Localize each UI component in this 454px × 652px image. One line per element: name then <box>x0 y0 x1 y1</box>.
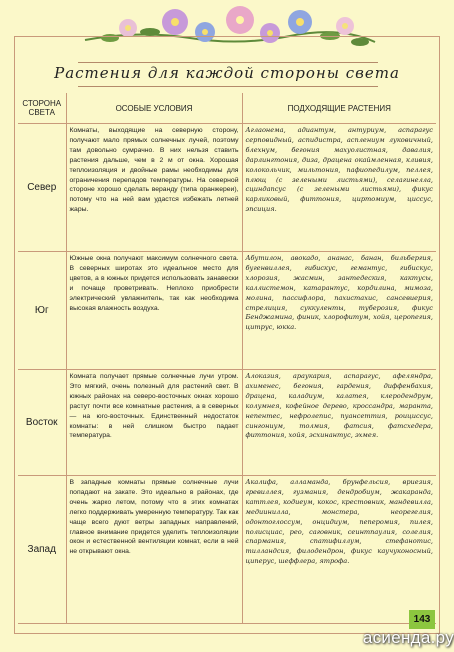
title-rule-bottom <box>78 86 378 87</box>
header-plants: ПОДХОДЯЩИЕ РАСТЕНИЯ <box>242 93 436 124</box>
title-rule-top <box>78 62 378 63</box>
side-west: Запад <box>18 476 66 624</box>
page-number-badge: 143 <box>409 610 435 629</box>
plants-east: Алоказия, араукария, аспарагус, афеляндра, ахименес, бегония, гардения, диффенбахия, драцена, каладиум, калатея, клеродендрум, колумнея, кофейное дерево, кроссандра, маранта, непентес, нефролепис, пуансеттия, роициссус, сингониум, толмия, фатсия, фатсхедера, фиттония, хойя, эсхинантус, эхмея. <box>242 370 436 476</box>
plants-north: Аглаонема, адиантум, антуриум, аспарагус серповидный, аспидистра, асплениум луковичный, блехнум, бегония махуолистная, давалия, дарлингтония, диза, драцена окаймленная, кливия, колокольчик, мильтония, пафиопедилум, пеллея, плющ (с зелеными листьями), селагинелла, сциндапсус (с зелеными листьями), фикус карликовый, фиттония, циртомиум, циссус, эпсиция. <box>242 124 436 252</box>
table-row-south <box>18 252 436 370</box>
table-row-west <box>18 476 436 624</box>
conditions-west: В западные комнаты прямые солнечные лучи попадают на закате. Это идеально в районах, где очень жарко летом, потому что в этих комнатах легко поддерживать умеренную температуру. Так как чаще всего дуют ветры западных направлений, главное внимание придется уделить теплоизоляции окон и естественной вентиляции комнат, если в ней не открывают окна. <box>66 476 242 624</box>
conditions-north: Комнаты, выходящие на северную сторону, получают мало прямых солнечных лучей, поэтому там довольно сумрачно. В них нельзя ставить растения дальше, чем в 2 м от окна. Хорошая теплоизоляция и двойные рамы необходимы для ограничения перепадов температуры. На северной стороне хорошо сделать веранду (типа оранжереи), потому что на ней вам удастся избежать летней жары. <box>66 124 242 252</box>
side-east: Восток <box>18 370 66 476</box>
site-watermark: асиенда.ру <box>362 628 454 647</box>
side-south: Юг <box>18 252 66 370</box>
plants-west: Акалифа, алламанда, брунфельсия, вриезия, гревиллея, гузмания, дендробиум, жакаранда, каттлея, кодиеум, кокос, крестовник, мандевилла, медиинилла, монстера, неорегелия, одонтоглоссум, онцидиум, пеперомия, пилея, полисциас, рео, саговник, сеинтпаулия, солелия, спармания, спатифиллум, стефанотис, тилландсия, филодендрон, фикус каучуконосный, циперус, шеффлера, ятрофа. <box>242 476 436 624</box>
table-row-north <box>18 124 436 252</box>
header-conditions: ОСОБЫЕ УСЛОВИЯ <box>66 93 242 124</box>
side-north: Север <box>18 124 66 252</box>
header-side: СТОРОНА СВЕТА <box>18 93 66 124</box>
plants-by-direction-table <box>18 93 436 624</box>
page-title: Растения для каждой стороны света <box>54 64 400 82</box>
conditions-east: Комната получает прямые солнечные лучи утром. Это мягкий, очень полезный для растений свет. В южных районах на северо-восточных окнах хорошо растут почти все комнатные растения, а в северных — на юго-восточных. Единственный недостаток комнаты: в ней слишком быстро падает температура. <box>66 370 242 476</box>
plants-south: Абутилон, авокадо, ананас, банан, бильбергия, бугенвиллея, гибискус, гемантус, гибискус, хлорозия, жасмин, зантедеския, кактусы, каллистемон, катарантус, кордилина, мимоза, молина, пассифлора, пахистахис, сансевиерия, стрелиция, суккуленты, туберозия, фикус Бенджамина, финик, хлорофитум, хойя, церопегия, цитрус, юкка. <box>242 252 436 370</box>
table-row-east <box>18 370 436 476</box>
table-header-row <box>18 93 436 124</box>
conditions-south: Южные окна получают максимум солнечного света. В северных широтах это идеальное место для цветов, а в южных придется использовать занавески и почаще проветривать. Неплохо приобрести электрический увлажнитель, так как необходима высокая влажность воздуха. <box>66 252 242 370</box>
